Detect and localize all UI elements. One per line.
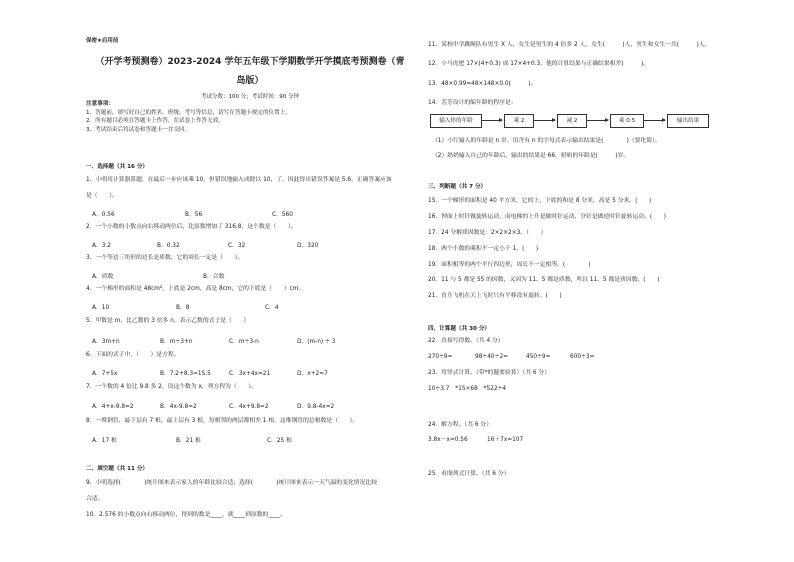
question-6: 6．下面的式子中，（ ）是方程。 [86, 352, 180, 358]
question-1: 1．小明用计算器算题，在最后一步应该乘 10，但错误地输入成除以 10，了，因此得出错误答案是 5.6，正确答案应该 [86, 177, 392, 183]
section1-heading: 一、选择题（共 16 分） [86, 164, 149, 170]
flow-step-input: 输入你的年龄 [430, 114, 482, 128]
question-14-1: （1）小红输入的年龄是 n 岁，用含有 n 的字母式表示输出结果是( )（要化简）。 [432, 138, 661, 144]
option-a: A．3m+n [92, 339, 120, 345]
option-b: B．0.32 [157, 243, 180, 249]
exam-title [82, 53, 418, 91]
option-c: C．4x+9.8=2 [229, 404, 269, 410]
flow-step-output: 输出结果 [667, 114, 709, 128]
exam-title-line2: 岛版） [236, 76, 264, 86]
note-item: 1．答题前，填写好自己的姓名、班级、考号等信息，请写在答题卡规定的位置上。 [86, 110, 291, 116]
option-b: B．8 [176, 305, 190, 311]
flow-step-multiply-half: 乘 0.5 [610, 114, 644, 128]
question-23: 23．用竖式计算。（带*的题要验算）（共 6 分） [428, 370, 550, 376]
exam-subtitle: 考试分数：100 分；考试时间：90 分钟 [201, 94, 299, 100]
equation-item: 3.8x－x=0.56 [428, 437, 468, 443]
question-2: 2．一个小数的小数点向右移动两位后，比原数增加了 316.8，这个数是（ ）。 [86, 224, 297, 230]
option-c: C．4 [265, 305, 279, 311]
option-b: B．合数 [203, 274, 225, 280]
calc-item: 600÷3= [570, 354, 595, 360]
option-a: A．4+x-9.8=2 [92, 404, 134, 410]
flow-arrow [481, 120, 502, 121]
option-c: C．3x+4x=21 [229, 371, 271, 377]
option-d: D．320 [297, 243, 319, 249]
question-4: 4．一个梯形的面积是 48cm²，上底是 2cm，高是 8cm，它的下底是（ ）cm。 [86, 286, 305, 292]
calc-items: 10÷3.7 *15×68 *522÷4 [428, 386, 507, 392]
flow-step-subtract: 减 2 [557, 114, 587, 128]
option-a: A．质数 [92, 274, 114, 280]
option-a: A．7+5x [92, 371, 118, 377]
option-a: A．3.2 [92, 243, 111, 249]
judge-item: 16．钟面上时针做旋转运动，而电梯的上升是做时针运动，分针是做逆时针旋转运动。( ) [428, 214, 666, 220]
flow-arrow [533, 120, 555, 121]
question-7: 7．一个数的 4 倍比 9.8 多 2，设这个数为 x，列方程为（ ）。 [86, 384, 257, 390]
question-22: 22．直接写得数。（共 4 分） [428, 338, 504, 344]
section4-heading: 四、计算题（共 30 分） [428, 326, 491, 332]
note-item: 3．考试结束后将试卷和答题卡一并交回。 [86, 127, 191, 133]
question-10: 10．2.576 的小数点向右移动两位，得到的数是____，就____到原数的____。 [86, 512, 286, 518]
question-12: 12．小马虎把 17×(4+0.3) 成 17×4+0.3，他的计算结果与正确结果相差( )。 [428, 61, 650, 67]
option-a: A．0.56 [92, 212, 115, 218]
option-a: A．10 [92, 305, 110, 311]
judge-item: 15．一个梯形的面积是 40 平方米，它的上，下底的和是 8 分米，高是 5 分米。( ) [428, 198, 652, 204]
judge-item: 18．两个小数的乘积不一定小于 1。( ) [428, 246, 539, 252]
question-25: 25．看图列式计算。（共 6 分） [428, 471, 510, 477]
option-b: B．56 [185, 212, 203, 218]
question-14-2: （2）奶奶输入自己的年龄后，输出的结果是 66，奶奶的年龄是( )岁。 [432, 153, 630, 159]
notes-heading: 注意事项： [86, 101, 114, 107]
question-9: 9．小明选择( )统计图来表示家人的年龄比较合适；选择( )统计图来表示一天气温的变化情况比较 [86, 480, 377, 486]
section3-heading: 三、判断题（共 7 分） [428, 184, 487, 190]
option-a: A．17 根 [92, 438, 117, 444]
calc-item: 98÷40÷2= [475, 354, 509, 360]
confidential-label: 保密★启用前 [86, 38, 119, 44]
option-b: B．m÷3+n [160, 339, 193, 345]
judge-item: 17．24 分解质因数是：2×2×2×3。（ ） [428, 230, 547, 236]
option-c: C．25 根 [267, 438, 292, 444]
option-c: C．m÷3-n [229, 339, 259, 345]
option-d: D．(m-n) ÷ 3 [297, 339, 336, 345]
judge-item: 19．面积相等的两个平行四边形，周长不一定相等。( ) [428, 262, 591, 268]
question-13: 13．48×0.99=48×148×0.0( )。 [428, 81, 537, 87]
question-1-cont: 是（ ）。 [86, 193, 118, 199]
question-11: 11．某校中学跳绳队有男生 X 人，女生是男生的 4 倍多 2 人，女生( )人，男生和女生一共( )人。 [428, 42, 711, 48]
option-c: C．32 [228, 243, 246, 249]
flow-arrow [586, 120, 608, 121]
note-item: 2．所有题目必须在答题卡上作答，在试卷上作答无效。 [86, 118, 224, 124]
option-c: C．560 [272, 212, 293, 218]
option-b: B．21 根 [176, 438, 201, 444]
flow-arrow [643, 120, 665, 121]
flow-step-multiply: 乘 2 [504, 114, 534, 128]
question-8: 8．一堆钢管，最下层有 7 根，最上层有 3 根，每相邻的两层都相差 1 根，这堆钢管的总根数是（ ）。 [86, 418, 359, 424]
question-3: 3．一个等边三角形的边长是质数，它的周长一定是（ ）。 [86, 255, 244, 261]
question-24: 24．解方程。（共 6 分） [428, 422, 493, 428]
judge-item: 21．直升飞机在天上飞时只有平移没有旋转。( ) [428, 293, 562, 299]
option-b: B．7.2+8.3=15.5 [160, 371, 211, 377]
section2-heading: 二、填空题（共 11 分） [86, 466, 149, 472]
calc-item: 270÷9= [428, 354, 453, 360]
option-d: D．9.8-4x=2 [297, 404, 335, 410]
equation-item: 16＋7x=107 [487, 437, 524, 443]
option-d: D．x+2=7 [297, 371, 328, 377]
option-b: B．4x-9.8=2 [160, 404, 197, 410]
calc-item: 450÷9= [526, 354, 551, 360]
question-9-cont: 合适。 [86, 496, 104, 502]
judge-item: 20．11 与 5 都是 55 的因数，又因为 11、5 都是质数，所以 11、5 都是质因数。( ) [428, 277, 660, 283]
question-5: 5．甲数是 m，比乙数的 3 倍多 n，表示乙数的式子是（ ） [86, 318, 250, 324]
exam-title-line1: （开学考预测卷）2023-2024 学年五年级下学期数学开学摸底考预测卷（青 [95, 57, 405, 67]
question-14: 14．芳芳设计的编年龄的程序是： [428, 100, 517, 106]
